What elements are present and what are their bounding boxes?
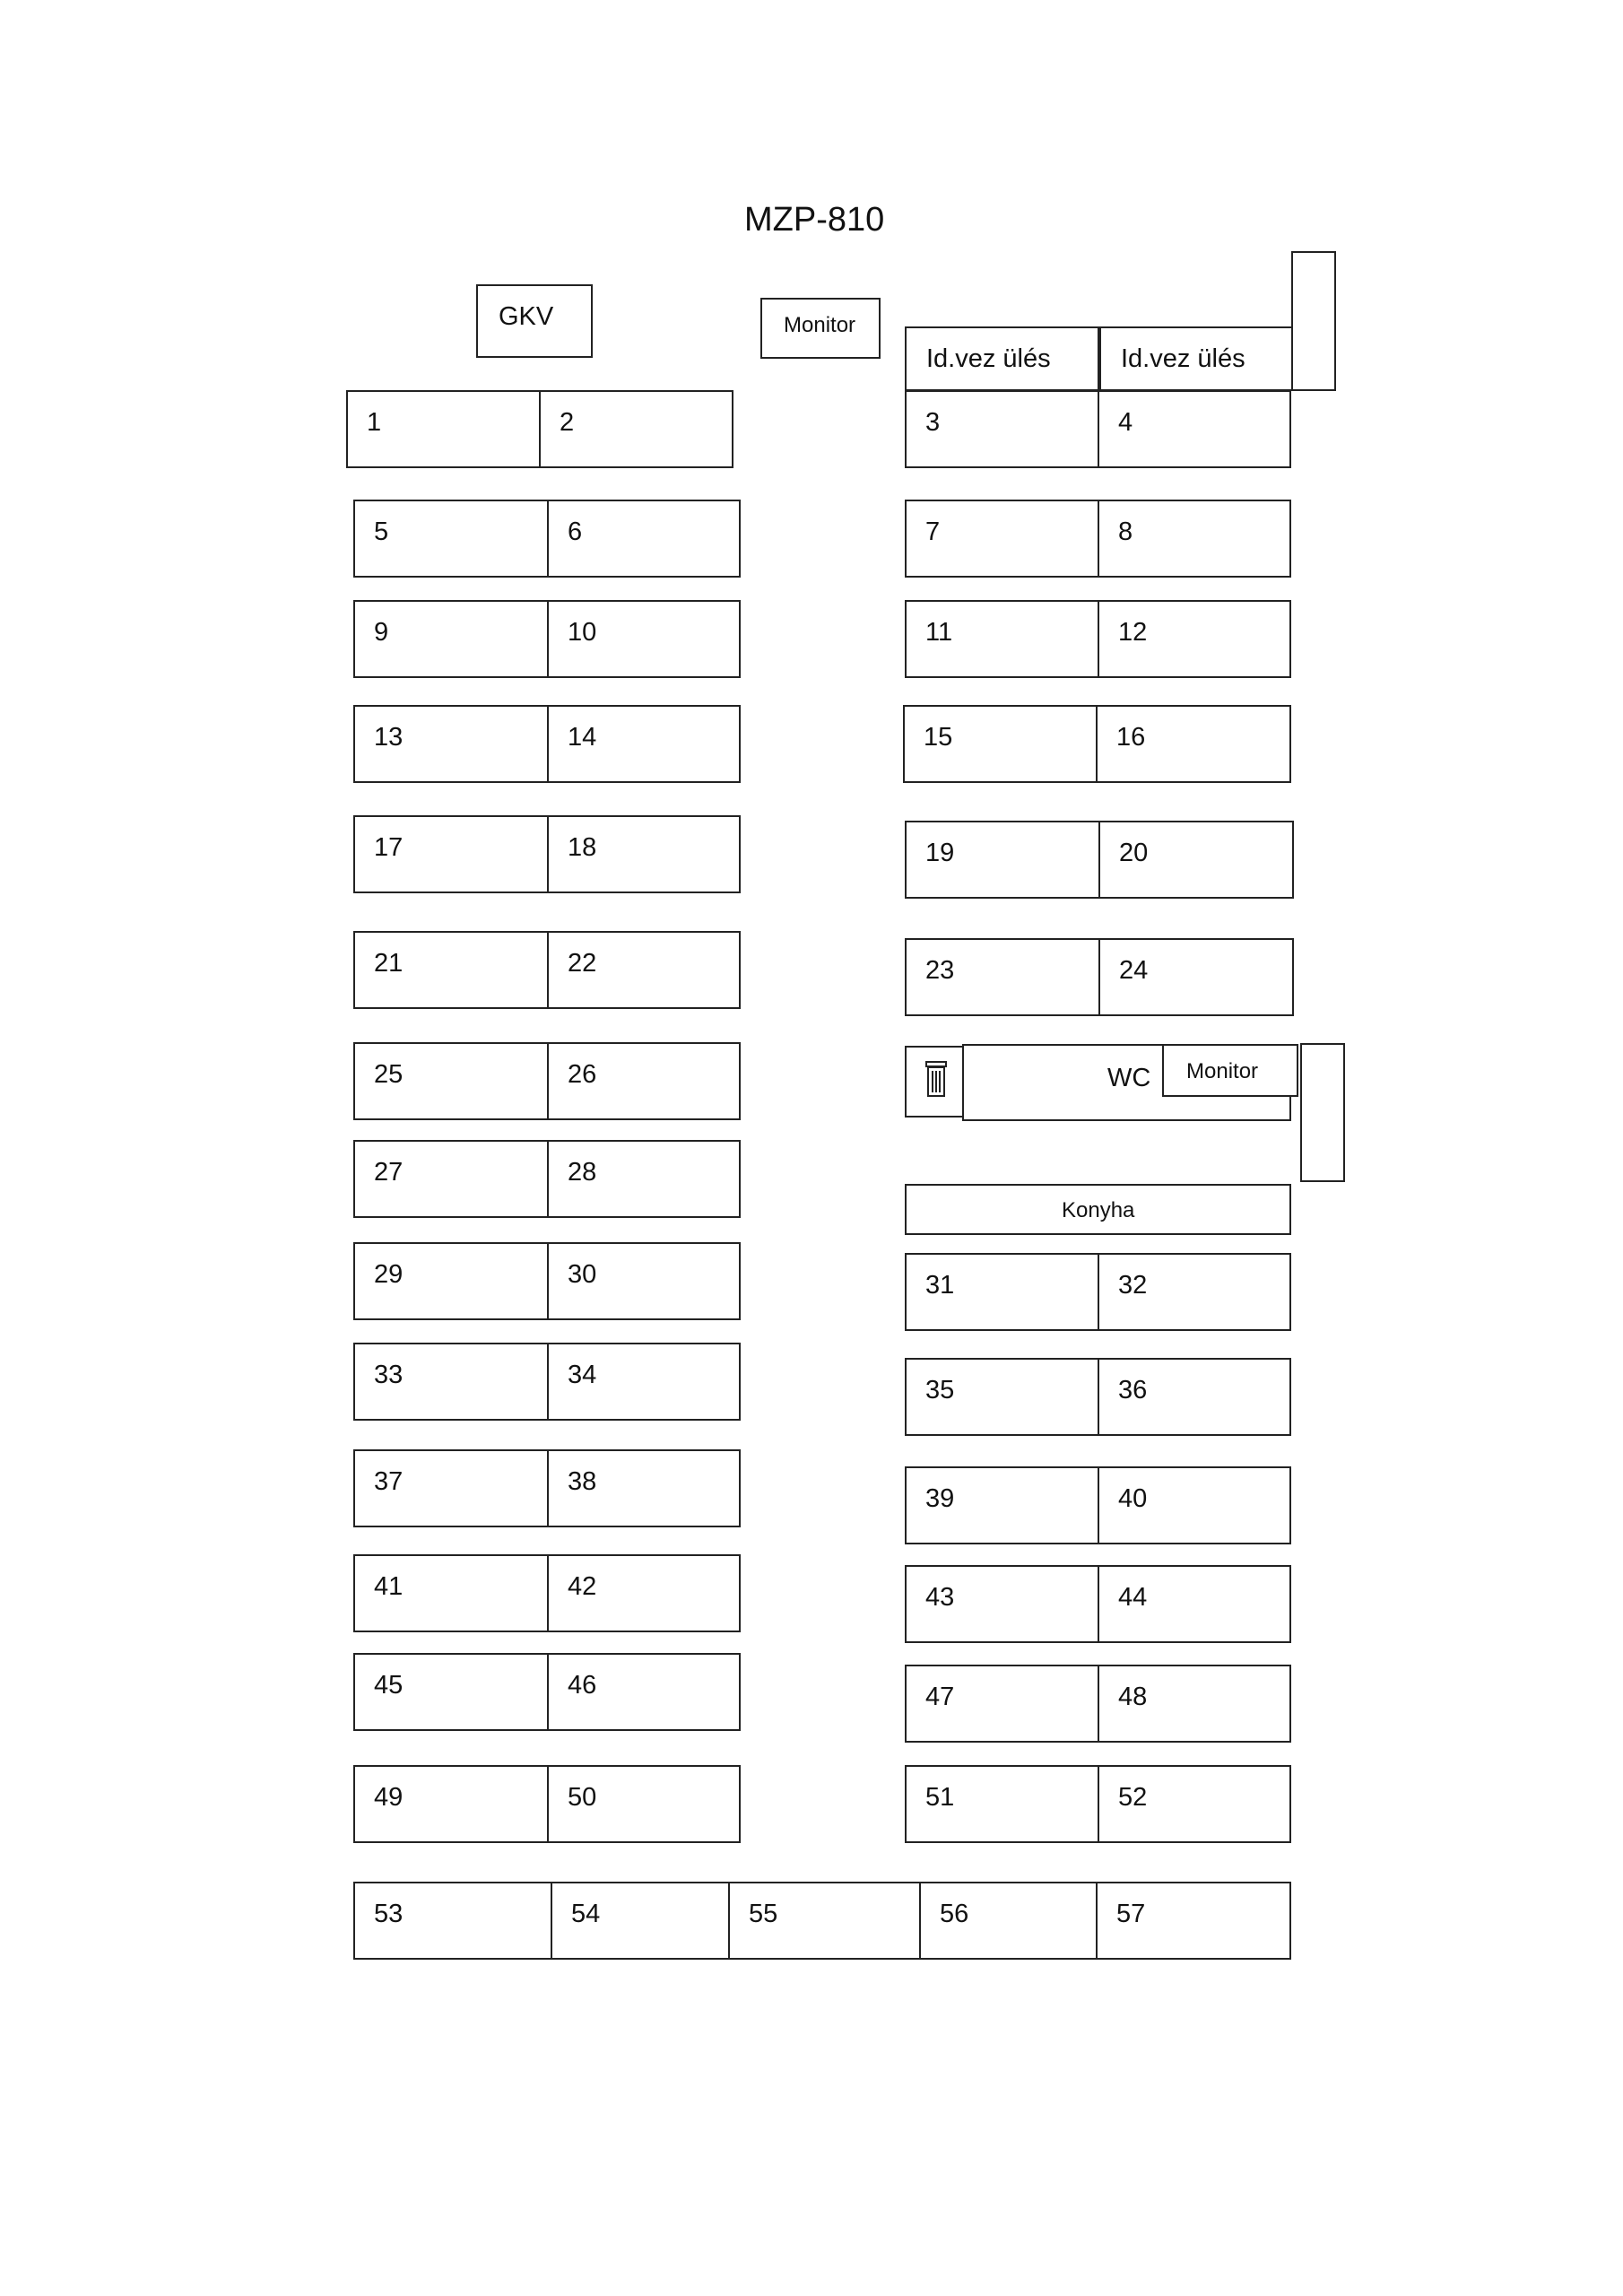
seat-54 <box>551 1882 730 1960</box>
seat-number: 38 <box>568 1467 597 1496</box>
seat-2 <box>539 390 733 468</box>
seat-53 <box>353 1882 552 1960</box>
seat-44 <box>1098 1565 1291 1643</box>
seat-46 <box>547 1653 741 1731</box>
gkv-box <box>476 284 593 358</box>
seat-number: 35 <box>925 1376 955 1405</box>
seat-1 <box>346 390 542 468</box>
seat-number: 22 <box>568 949 597 978</box>
seat-number: 37 <box>374 1467 404 1496</box>
seat-number: 16 <box>1116 723 1146 752</box>
seat-number: 46 <box>568 1671 597 1700</box>
trash-bin-icon <box>924 1060 948 1098</box>
seat-39 <box>905 1466 1099 1544</box>
seat-48 <box>1098 1665 1291 1743</box>
seat-8 <box>1098 500 1291 578</box>
seat-24 <box>1098 938 1294 1016</box>
seat-number: 7 <box>925 517 941 546</box>
seat-41 <box>353 1554 549 1632</box>
seat-number: 47 <box>925 1683 955 1711</box>
seat-number: 45 <box>374 1671 404 1700</box>
seat-number: 19 <box>925 839 955 867</box>
seat-number: 51 <box>925 1783 955 1812</box>
seat-37 <box>353 1449 549 1527</box>
seat-number: 21 <box>374 949 404 978</box>
seat-4 <box>1098 390 1291 468</box>
kitchen-box <box>905 1184 1291 1235</box>
seat-number: 3 <box>925 408 941 437</box>
seat-23 <box>905 938 1100 1016</box>
seat-number: 41 <box>374 1572 404 1601</box>
seat-55 <box>728 1882 921 1960</box>
seat-number: 34 <box>568 1361 597 1389</box>
seat-number: 36 <box>1118 1376 1148 1405</box>
page-title: MZP-810 <box>744 201 885 239</box>
monitor-rear-label: Monitor <box>1186 1059 1259 1083</box>
seat-47 <box>905 1665 1099 1743</box>
seat-27 <box>353 1140 549 1218</box>
seat-9 <box>353 600 549 678</box>
seat-number: 5 <box>374 517 389 546</box>
seat-number: 50 <box>568 1783 597 1812</box>
seat-number: 32 <box>1118 1271 1148 1300</box>
rear-door <box>1300 1043 1345 1182</box>
seat-43 <box>905 1565 1099 1643</box>
seat-19 <box>905 821 1100 899</box>
seat-number: 31 <box>925 1271 955 1300</box>
seat-21 <box>353 931 549 1009</box>
seat-50 <box>547 1765 741 1843</box>
driver-seat-right <box>1099 326 1294 391</box>
seat-number: 15 <box>924 723 953 752</box>
seat-number: 33 <box>374 1361 404 1389</box>
seat-number: 4 <box>1118 408 1133 437</box>
seat-5 <box>353 500 549 578</box>
seat-number: 14 <box>568 723 597 752</box>
seat-45 <box>353 1653 549 1731</box>
seat-17 <box>353 815 549 893</box>
seat-22 <box>547 931 741 1009</box>
driver-seat-left <box>905 326 1099 391</box>
seat-number: 13 <box>374 723 404 752</box>
seat-number: 20 <box>1119 839 1149 867</box>
seat-49 <box>353 1765 549 1843</box>
seat-52 <box>1098 1765 1291 1843</box>
seat-14 <box>547 705 741 783</box>
seat-31 <box>905 1253 1099 1331</box>
seat-36 <box>1098 1358 1291 1436</box>
seat-number: 10 <box>568 618 597 647</box>
monitor-front-box <box>760 298 881 359</box>
seat-number: 43 <box>925 1583 955 1612</box>
seat-number: 55 <box>749 1900 778 1928</box>
seat-number: 54 <box>571 1900 601 1928</box>
monitor-rear-box <box>1162 1044 1298 1097</box>
seat-number: 11 <box>925 618 953 647</box>
seat-56 <box>919 1882 1098 1960</box>
seat-number: 53 <box>374 1900 404 1928</box>
seat-number: 2 <box>560 408 575 437</box>
seat-number: 12 <box>1118 618 1148 647</box>
seat-number: 8 <box>1118 517 1133 546</box>
seat-30 <box>547 1242 741 1320</box>
seat-29 <box>353 1242 549 1320</box>
seat-number: 26 <box>568 1060 597 1089</box>
seat-number: 42 <box>568 1572 597 1601</box>
wc-label: WC <box>1107 1064 1151 1092</box>
seat-42 <box>547 1554 741 1632</box>
seat-number: 40 <box>1118 1484 1148 1513</box>
bin-box <box>905 1046 964 1118</box>
seat-34 <box>547 1343 741 1421</box>
seat-number: 57 <box>1116 1900 1146 1928</box>
seat-15 <box>903 705 1098 783</box>
seat-number: 28 <box>568 1158 597 1187</box>
seat-11 <box>905 600 1099 678</box>
seat-6 <box>547 500 741 578</box>
seat-40 <box>1098 1466 1291 1544</box>
seat-32 <box>1098 1253 1291 1331</box>
seat-26 <box>547 1042 741 1120</box>
monitor-front-label: Monitor <box>784 313 856 337</box>
seat-number: 52 <box>1118 1783 1148 1812</box>
seat-number: 30 <box>568 1260 597 1289</box>
seat-28 <box>547 1140 741 1218</box>
seat-number: 23 <box>925 956 955 985</box>
seat-12 <box>1098 600 1291 678</box>
seat-number: 48 <box>1118 1683 1148 1711</box>
seat-number: 1 <box>367 408 382 437</box>
seat-35 <box>905 1358 1099 1436</box>
seat-16 <box>1096 705 1291 783</box>
seat-number: 18 <box>568 833 597 862</box>
seat-13 <box>353 705 549 783</box>
seat-number: 9 <box>374 618 389 647</box>
seat-number: 24 <box>1119 956 1149 985</box>
seat-51 <box>905 1765 1099 1843</box>
seat-7 <box>905 500 1099 578</box>
seat-number: 25 <box>374 1060 404 1089</box>
seat-10 <box>547 600 741 678</box>
seat-number: 6 <box>568 517 583 546</box>
front-door <box>1291 251 1336 391</box>
driver-seat-left-label: Id.vez ülés <box>926 344 1051 373</box>
seat-57 <box>1096 1882 1291 1960</box>
seat-18 <box>547 815 741 893</box>
kitchen-label: Konyha <box>1062 1198 1135 1222</box>
seat-38 <box>547 1449 741 1527</box>
seat-33 <box>353 1343 549 1421</box>
seat-number: 49 <box>374 1783 404 1812</box>
seat-number: 27 <box>374 1158 404 1187</box>
seat-number: 56 <box>940 1900 969 1928</box>
seat-number: 39 <box>925 1484 955 1513</box>
driver-seat-right-label: Id.vez ülés <box>1121 344 1245 373</box>
seat-number: 17 <box>374 833 404 862</box>
seat-25 <box>353 1042 549 1120</box>
seat-3 <box>905 390 1099 468</box>
gkv-label: GKV <box>499 302 554 331</box>
seat-20 <box>1098 821 1294 899</box>
seat-number: 29 <box>374 1260 404 1289</box>
seat-number: 44 <box>1118 1583 1148 1612</box>
